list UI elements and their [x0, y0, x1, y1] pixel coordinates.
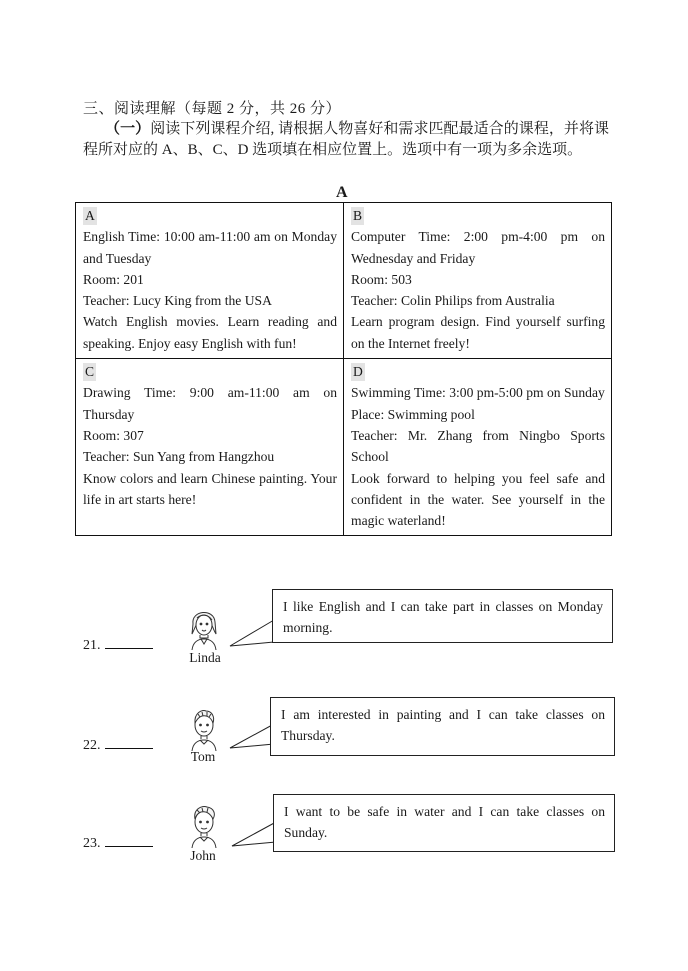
- part-label: （一）: [105, 121, 151, 137]
- section-heading: 三、阅读理解（每题 2 分，共 26 分）: [83, 101, 342, 117]
- course-title-time: Drawing Time: 9:00 am-11:00 am on Thursday: [83, 385, 337, 422]
- speech-bubble: I am interested in painting and I can take classes on Thursday.: [270, 697, 615, 756]
- course-letter: D: [353, 364, 363, 380]
- course-title-time: English Time: 10:00 am-11:00 am on Monday and Tuesday: [83, 229, 337, 266]
- course-letter: B: [353, 208, 363, 223]
- course-title-time: Swimming Time: 3:00 pm-5:00 pm on Sunday: [351, 385, 605, 401]
- speech-bubble: I like English and I can take part in classes on Monday morning.: [272, 589, 613, 643]
- speech-bubble: I want to be safe in water and I can take classes on Sunday.: [273, 794, 615, 852]
- question-21: [83, 636, 153, 654]
- course-cell-d: [344, 359, 612, 536]
- course-description: Know colors and learn Chinese painting. Your life in art starts here!: [83, 470, 337, 507]
- question-number: 22.: [83, 738, 101, 753]
- course-description: Watch English movies. Learn reading and speaking. Enjoy easy English with fun!: [83, 314, 337, 351]
- course-room: Room: 503: [351, 271, 412, 287]
- course-letter: C: [85, 364, 95, 380]
- question-number: 21.: [83, 638, 101, 653]
- course-description: Learn program design. Find yourself surfing on the Internet freely!: [351, 314, 605, 351]
- question-22: [83, 736, 153, 754]
- course-room: Room: 201: [83, 271, 144, 287]
- speech-tail: [230, 618, 276, 648]
- course-cell-b: [344, 203, 612, 359]
- course-cell-a: [76, 203, 344, 359]
- course-cell-c: [76, 359, 344, 536]
- answer-blank[interactable]: [105, 636, 153, 649]
- course-table: [75, 202, 612, 536]
- boy-icon: [184, 705, 224, 751]
- person-name: Tom: [190, 749, 216, 764]
- question-23: [83, 834, 153, 852]
- person-name: Linda: [189, 650, 221, 665]
- course-teacher: Teacher: Mr. Zhang from Ningbo Sports School: [351, 427, 605, 465]
- person-name: John: [190, 848, 216, 863]
- course-room: Room: 307: [83, 427, 144, 443]
- girl-icon: [184, 604, 224, 650]
- course-teacher: Teacher: Lucy King from the USA: [83, 293, 272, 309]
- course-description: Look forward to helping you feel safe and confident in the water. See yourself in the magic waterland!: [351, 470, 605, 529]
- course-title-time: Computer Time: 2:00 pm-4:00 pm on Wednesday and Friday: [351, 229, 605, 266]
- table-label: A: [336, 184, 348, 201]
- boy-icon: [184, 802, 224, 848]
- course-room: Place: Swimming pool: [351, 406, 475, 422]
- course-teacher: Teacher: Colin Philips from Australia: [351, 293, 555, 309]
- course-letter: A: [85, 208, 95, 223]
- instruction-paragraph: [83, 119, 609, 161]
- course-teacher: Teacher: Sun Yang from Hangzhou: [83, 449, 275, 465]
- answer-blank[interactable]: [105, 834, 153, 847]
- answer-blank[interactable]: [105, 736, 153, 749]
- question-number: 23.: [83, 836, 101, 851]
- instruction-text: 阅读下列课程介绍, 请根据人物喜好和需求匹配最适合的课程，并将课程所对应的 A、B、C、D 选项填在相应位置上。选项中有一项为多余选项。: [83, 121, 609, 158]
- speech-tail: [232, 820, 278, 848]
